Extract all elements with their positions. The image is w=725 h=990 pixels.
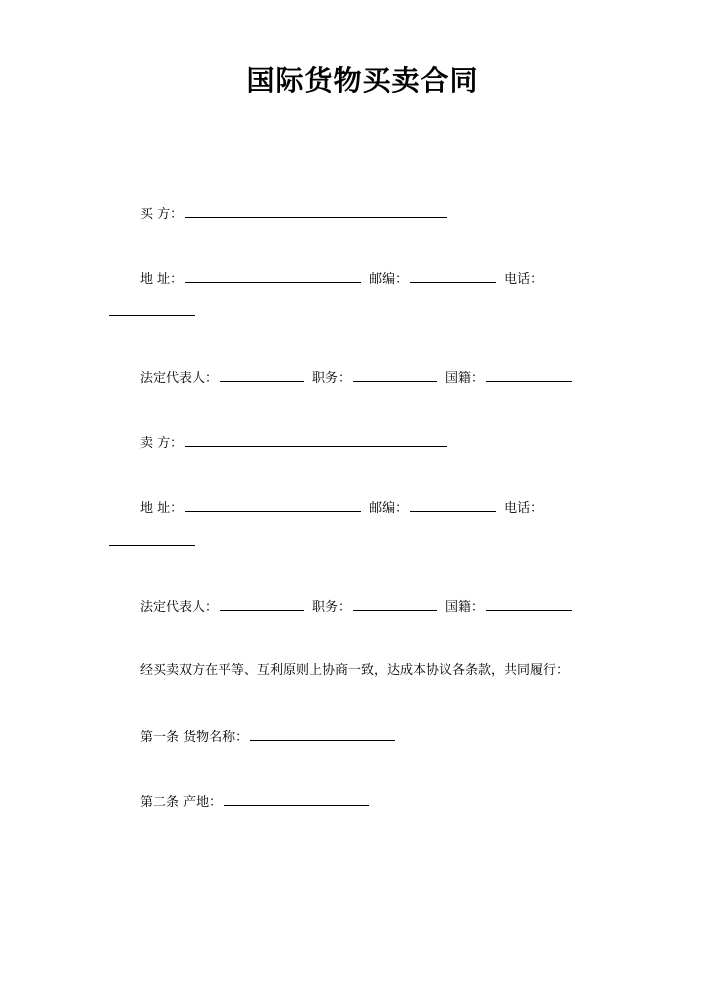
intro-paragraph: 经买卖双方在平等、互利原则上协商一致，达成本协议各条款，共同履行： — [140, 663, 570, 678]
seller-rep-line — [140, 597, 574, 615]
seller-postcode-label: 邮编： — [369, 501, 409, 516]
buyer-nationality-label: 国籍： — [445, 371, 485, 386]
buyer-address-line — [140, 269, 543, 287]
goods-name-blank[interactable] — [250, 727, 395, 741]
article-2-label: 第二条 产地： — [140, 795, 223, 810]
buyer-nationality-blank[interactable] — [486, 368, 572, 382]
seller-position-label: 职务： — [312, 600, 352, 615]
buyer-label: 买 方： — [140, 207, 184, 222]
buyer-postcode-label: 邮编： — [369, 272, 409, 287]
buyer-postcode-blank[interactable] — [410, 269, 496, 283]
seller-nationality-label: 国籍： — [445, 600, 485, 615]
seller-address-blank[interactable] — [185, 498, 361, 512]
buyer-position-blank[interactable] — [353, 368, 437, 382]
buyer-phone-blank[interactable] — [109, 302, 195, 316]
seller-nationality-blank[interactable] — [486, 597, 572, 611]
seller-rep-label: 法定代表人： — [140, 600, 219, 615]
buyer-phone-label: 电话： — [504, 272, 544, 287]
seller-address-label: 地 址： — [140, 501, 184, 516]
origin-blank[interactable] — [224, 792, 369, 806]
article-1-line — [140, 727, 397, 745]
seller-phone-line — [109, 532, 195, 550]
seller-postcode-blank[interactable] — [410, 498, 496, 512]
buyer-address-label: 地 址： — [140, 272, 184, 287]
seller-line — [140, 433, 449, 451]
buyer-address-blank[interactable] — [185, 269, 361, 283]
buyer-rep-line — [140, 368, 574, 386]
seller-phone-blank[interactable] — [109, 532, 195, 546]
buyer-rep-blank[interactable] — [220, 368, 304, 382]
article-2-line — [140, 792, 371, 810]
seller-rep-blank[interactable] — [220, 597, 304, 611]
seller-position-blank[interactable] — [353, 597, 437, 611]
document-title: 国际货物买卖合同 — [246, 64, 479, 97]
seller-label: 卖 方： — [140, 436, 184, 451]
buyer-name-blank[interactable] — [185, 204, 447, 218]
seller-address-line — [140, 498, 543, 516]
buyer-rep-label: 法定代表人： — [140, 371, 219, 386]
buyer-line — [140, 204, 449, 222]
seller-phone-label: 电话： — [504, 501, 544, 516]
buyer-phone-line — [109, 302, 195, 320]
seller-name-blank[interactable] — [185, 433, 447, 447]
article-1-label: 第一条 货物名称： — [140, 730, 249, 745]
buyer-position-label: 职务： — [312, 371, 352, 386]
